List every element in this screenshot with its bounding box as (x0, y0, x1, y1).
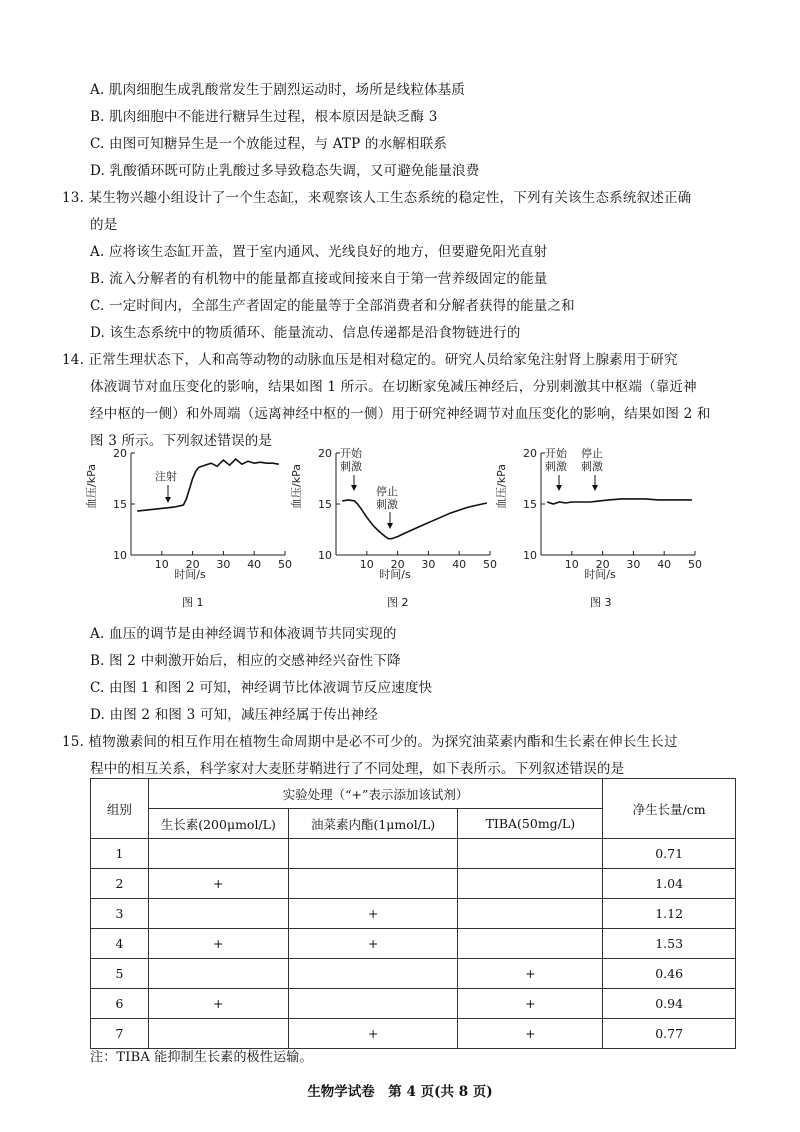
q14-option-b: B. 图 2 中刺激开始后，相应的交感神经兴奋性下降 (90, 653, 401, 669)
cell-tiba: + (458, 989, 603, 1019)
q15-stem: 15. 植物激素间的相互作用在植物生命周期中是必不可少的。为探究油菜素内酯和生长素在伸长生长过 (62, 734, 678, 750)
header-tiba: TIBA(50mg/L) (458, 809, 603, 839)
y-axis-label: 血压/kPa (495, 464, 508, 509)
cell-growth: 0.94 (603, 989, 736, 1019)
header-group: 组别 (91, 779, 149, 839)
cell-tiba: + (458, 959, 603, 989)
cell-auxin (148, 839, 288, 869)
cell-br: + (288, 899, 458, 929)
x-tick-label: 20 (185, 558, 200, 571)
cell-tiba: + (458, 1019, 603, 1049)
table-row (91, 839, 736, 869)
y-ticks (113, 447, 135, 562)
page-footer: 生物学试卷 第 4 页(共 8 页) (307, 1084, 493, 1100)
cell-growth: 0.46 (603, 959, 736, 989)
y-ticks (523, 447, 545, 562)
experiment-table (90, 778, 736, 1049)
y-tick-label: 10 (113, 549, 127, 562)
cell-tiba (458, 899, 603, 929)
annotation-start-1: 开始 (340, 447, 362, 460)
table-row (91, 1019, 736, 1049)
arrow-down-icon (165, 497, 171, 503)
y-axis-label: 血压/kPa (85, 464, 98, 509)
option-a-prev: A. 肌肉细胞生成乳酸常发生于剧烈运动时，场所是线粒体基质 (90, 82, 466, 98)
cell-br (288, 989, 458, 1019)
q13-option-a: A. 应将该生态缸开盖，置于室内通风、光线良好的地方，但要避免阳光直射 (90, 244, 548, 260)
option-b-prev: B. 肌肉细胞中不能进行糖异生过程，根本原因是缺乏酶 3 (90, 109, 438, 125)
annotation-inject: 注射 (155, 470, 177, 483)
cell-group: 6 (91, 989, 149, 1019)
x-axis-label: 时间/s (174, 568, 206, 581)
figure-2 (290, 445, 500, 589)
header-growth: 净生长量/cm (603, 779, 736, 839)
q14-stem-4: 图 3 所示。下列叙述错误的是 (90, 433, 273, 449)
annotation-start-2: 刺激 (340, 460, 362, 473)
arrow-down-icon (387, 523, 393, 529)
x-tick-label: 40 (247, 558, 262, 571)
cell-tiba (458, 869, 603, 899)
x-tick-label: 30 (216, 558, 231, 571)
figure-1 (85, 445, 295, 589)
arrow-down-icon (592, 485, 598, 491)
y-tick-label: 20 (113, 447, 127, 460)
x-tick-label: 50 (483, 558, 497, 571)
q13-stem: 13. 某生物兴趣小组设计了一个生态缸，来观察该人工生态系统的稳定性，下列有关该生态系统叙述正确 (62, 190, 692, 206)
x-tick-label: 40 (657, 558, 672, 571)
y-tick-label: 15 (523, 498, 537, 511)
figure-2-caption: 图 2 (387, 596, 409, 609)
annotation-stop-1: 停止 (376, 485, 398, 498)
option-c-prev: C. 由图可知糖异生是一个放能过程，与 ATP 的水解相联系 (90, 136, 448, 152)
cell-auxin: + (148, 929, 288, 959)
x-tick-label: 10 (359, 558, 374, 571)
q14-option-d: D. 由图 2 和图 3 可知，减压神经属于传出神经 (90, 707, 378, 723)
cell-br: + (288, 1019, 458, 1049)
figure-3 (495, 445, 705, 589)
q15-note: 注：TIBA 能抑制生长素的极性运输。 (90, 1050, 313, 1065)
q14-option-a: A. 血压的调节是由神经调节和体液调节共同实现的 (90, 626, 397, 642)
cell-auxin (148, 899, 288, 929)
series-line (547, 499, 692, 504)
figure-3-caption: 图 3 (590, 596, 612, 609)
x-tick-label: 20 (595, 558, 610, 571)
x-tick-label: 20 (390, 558, 405, 571)
y-tick-label: 15 (113, 498, 127, 511)
x-tick-label: 10 (154, 558, 169, 571)
header-brassinolide: 油菜素内酯(1μmol/L) (288, 809, 458, 839)
cell-group: 4 (91, 929, 149, 959)
annotation-start-2: 刺激 (545, 460, 567, 473)
y-tick-label: 20 (318, 447, 332, 460)
x-tick-label: 50 (278, 558, 292, 571)
cell-growth: 1.12 (603, 899, 736, 929)
annotation-stop-2: 刺激 (581, 460, 603, 473)
cell-group: 1 (91, 839, 149, 869)
cell-growth: 1.53 (603, 929, 736, 959)
table-row (91, 899, 736, 929)
cell-group: 3 (91, 899, 149, 929)
annotation-stop-2: 刺激 (376, 498, 398, 511)
cell-growth: 0.71 (603, 839, 736, 869)
series-line (342, 500, 487, 539)
table-row (91, 959, 736, 989)
y-tick-label: 10 (318, 549, 332, 562)
option-d-prev: D. 乳酸循环既可防止乳酸过多导致稳态失调，又可避免能量浪费 (90, 163, 480, 179)
cell-br (288, 839, 458, 869)
q13-option-d: D. 该生态系统中的物质循环、能量流动、信息传递都是沿食物链进行的 (90, 325, 521, 341)
x-axis-label: 时间/s (379, 568, 411, 581)
cell-auxin: + (148, 869, 288, 899)
x-axis-label: 时间/s (584, 568, 616, 581)
cell-tiba (458, 929, 603, 959)
q14-option-c: C. 由图 1 和图 2 可知，神经调节比体液调节反应速度快 (90, 680, 433, 696)
header-auxin: 生长素(200μmol/L) (148, 809, 288, 839)
x-tick-label: 30 (421, 558, 436, 571)
q14-stem-3: 经中枢的一侧）和外周端（远离神经中枢的一侧）用于研究神经调节对血压变化的影响，结果如图 2 和 (90, 406, 711, 422)
x-tick-label: 30 (626, 558, 641, 571)
cell-auxin (148, 959, 288, 989)
q13-option-b: B. 流入分解者的有机物中的能量都直接或间接来自于第一营养级固定的能量 (90, 271, 548, 287)
y-tick-label: 10 (523, 549, 537, 562)
y-tick-label: 15 (318, 498, 332, 511)
annotation-stop-1: 停止 (581, 447, 603, 460)
cell-growth: 1.04 (603, 869, 736, 899)
cell-tiba (458, 839, 603, 869)
axes (131, 453, 285, 555)
cell-br: + (288, 929, 458, 959)
y-tick-label: 20 (523, 447, 537, 460)
cell-br (288, 959, 458, 989)
x-tick-label: 10 (564, 558, 579, 571)
cell-group: 7 (91, 1019, 149, 1049)
q13-stem-cont: 的是 (90, 217, 118, 233)
cell-auxin (148, 1019, 288, 1049)
annotation-start-1: 开始 (545, 447, 567, 460)
y-axis-label: 血压/kPa (290, 464, 303, 509)
y-ticks (318, 447, 340, 562)
table-row (91, 929, 736, 959)
q15-stem-2: 程中的相互关系，科学家对大麦胚芽鞘进行了不同处理，如下表所示。下列叙述错误的是 (90, 761, 625, 777)
table-row (91, 869, 736, 899)
series-line (137, 459, 279, 511)
x-tick-label: 50 (688, 558, 702, 571)
q14-stem-2: 体液调节对血压变化的影响，结果如图 1 所示。在切断家兔减压神经后，分别刺激其中枢端（靠近神 (90, 379, 697, 395)
cell-group: 2 (91, 869, 149, 899)
header-treatment: 实验处理（“+”表示添加该试剂） (148, 779, 602, 809)
arrow-down-icon (556, 485, 562, 491)
cell-auxin: + (148, 989, 288, 1019)
x-tick-label: 40 (452, 558, 467, 571)
figure-1-caption: 图 1 (182, 596, 204, 609)
arrow-down-icon (351, 485, 357, 491)
q13-option-c: C. 一定时间内，全部生产者固定的能量等于全部消费者和分解者获得的能量之和 (90, 298, 575, 314)
cell-group: 5 (91, 959, 149, 989)
table-row (91, 989, 736, 1019)
cell-br (288, 869, 458, 899)
cell-growth: 0.77 (603, 1019, 736, 1049)
q14-stem: 14. 正常生理状态下，人和高等动物的动脉血压是相对稳定的。研究人员给家兔注射肾上腺素用于研究 (62, 352, 678, 368)
